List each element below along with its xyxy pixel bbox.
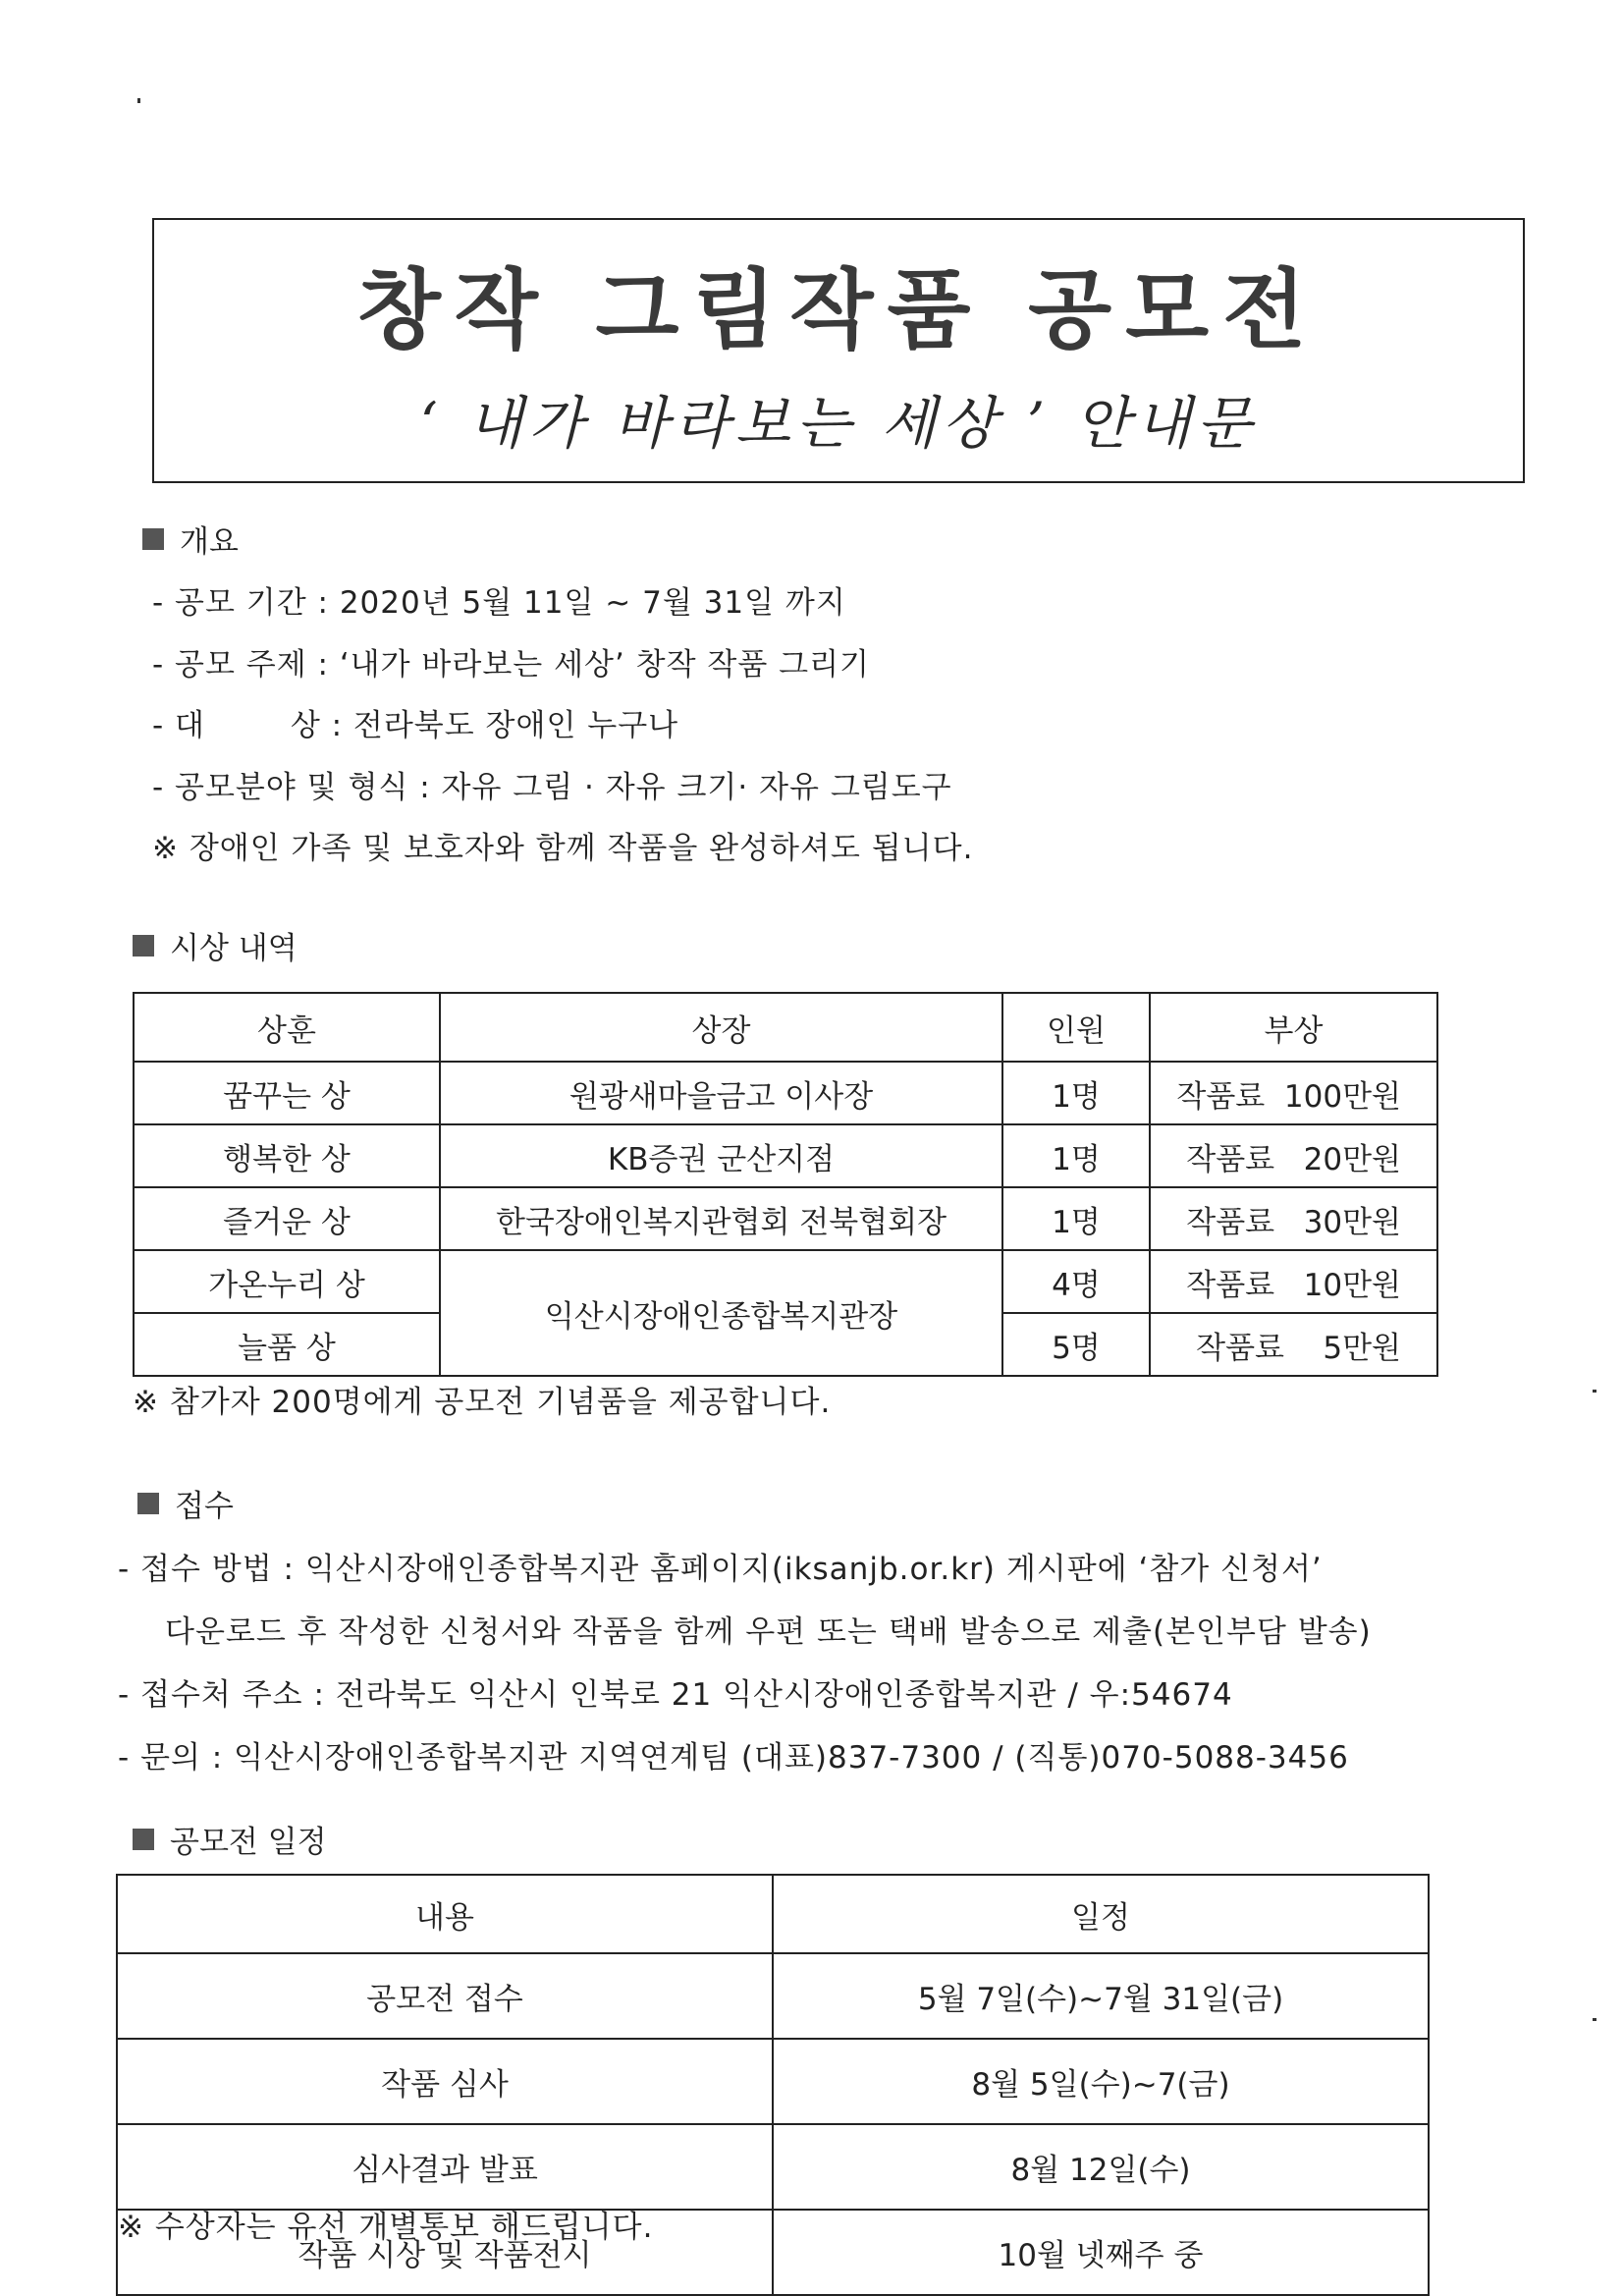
schedule-item: 공모전 접수: [117, 1953, 773, 2039]
overview-target: - 대 상 : 전라북도 장애인 누구나: [152, 708, 679, 743]
award-name: 꿈꾸는 상: [134, 1062, 440, 1124]
header-cell: 부상: [1150, 993, 1437, 1062]
award-giver: 한국장애인복지관협회 전북협회장: [440, 1187, 1002, 1250]
reception-contact: - 문의 : 익산시장애인종합복지관 지역연계팀 (대표)837-7300 / (직통)070-5088-3456: [118, 1740, 1349, 1776]
scan-speck: [1593, 2018, 1596, 2021]
reception-method-detail: 다운로드 후 작성한 신청서와 작품을 함께 우편 또는 택배 발송으로 제출(본인부담 발송): [165, 1614, 1372, 1650]
award-name: 즐거운 상: [134, 1187, 440, 1250]
section-heading-text: 개요: [180, 524, 239, 560]
table-row: [117, 2124, 1429, 2210]
document-title: 창작 그림작품 공모전: [356, 259, 1321, 360]
overview-period: - 공모 기간 : 2020년 5월 11일 ~ 7월 31일 까지: [152, 585, 846, 621]
reception-method: - 접수 방법 : 익산시장애인종합복지관 홈페이지(iksanjb.or.kr) 게시판에 ‘참가 신청서’: [118, 1552, 1323, 1587]
section-heading-text: 시상 내역: [170, 931, 298, 966]
table-row: [117, 2039, 1429, 2124]
table-row: [134, 1124, 1437, 1187]
scan-speck: [1593, 1390, 1596, 1393]
table-row: [134, 1187, 1437, 1250]
award-name: 늘품 상: [134, 1313, 440, 1376]
award-giver: 익산시장애인종합복지관장: [440, 1250, 1002, 1376]
award-count: 5명: [1002, 1313, 1150, 1376]
header-cell: 인원: [1002, 993, 1150, 1062]
header-cell: 상훈: [134, 993, 440, 1062]
schedule-date: 5월 7일(수)~7월 31일(금): [773, 1953, 1429, 2039]
section-overview-heading: [142, 517, 239, 561]
schedule-item: 심사결과 발표: [117, 2124, 773, 2210]
section-heading-text: 접수: [175, 1489, 234, 1524]
award-count: 4명: [1002, 1250, 1150, 1313]
section-heading-text: 공모전 일정: [170, 1825, 327, 1860]
square-bullet-icon: [133, 1829, 154, 1850]
section-awards-heading: [133, 923, 298, 967]
award-reward: 작품료 20만원: [1150, 1124, 1437, 1187]
overview-note: ※ 장애인 가족 및 보호자와 함께 작품을 완성하셔도 됩니다.: [152, 831, 974, 866]
scan-speck: [137, 98, 140, 103]
overview-theme: - 공모 주제 : ‘내가 바라보는 세상’ 창작 작품 그리기: [152, 647, 870, 683]
award-count: 1명: [1002, 1187, 1150, 1250]
square-bullet-icon: [137, 1493, 159, 1514]
award-reward: 작품료 5만원: [1150, 1313, 1437, 1376]
title-box: [152, 218, 1525, 483]
award-count: 1명: [1002, 1062, 1150, 1124]
award-giver: 원광새마을금고 이사장: [440, 1062, 1002, 1124]
award-reward: 작품료 10만원: [1150, 1250, 1437, 1313]
award-name: 행복한 상: [134, 1124, 440, 1187]
table-header-row: [134, 993, 1437, 1062]
table-header-row: [117, 1875, 1429, 1953]
header-cell: 내용: [117, 1875, 773, 1953]
reception-address: - 접수처 주소 : 전라북도 익산시 인북로 21 익산시장애인종합복지관 / 우:54674: [118, 1677, 1233, 1713]
award-count: 1명: [1002, 1124, 1150, 1187]
header-cell: 일정: [773, 1875, 1429, 1953]
square-bullet-icon: [142, 528, 164, 550]
award-giver: KB증권 군산지점: [440, 1124, 1002, 1187]
awards-note: ※ 참가자 200명에게 공모전 기념품을 제공합니다.: [133, 1385, 832, 1420]
schedule-date: 8월 5일(수)~7(금): [773, 2039, 1429, 2124]
schedule-date: 8월 12일(수): [773, 2124, 1429, 2210]
square-bullet-icon: [133, 935, 154, 957]
awards-table: [133, 992, 1438, 1377]
overview-format: - 공모분야 및 형식 : 자유 그림 · 자유 크기· 자유 그림도구: [152, 770, 952, 805]
table-row: [134, 1062, 1437, 1124]
award-reward: 작품료 30만원: [1150, 1187, 1437, 1250]
schedule-date: 10월 넷째주 중: [773, 2210, 1429, 2295]
document-subtitle: ‘ 내가 바라보는 세상 ’ 안내문: [419, 390, 1258, 457]
section-reception-heading: [137, 1481, 234, 1525]
award-name: 가온누리 상: [134, 1250, 440, 1313]
schedule-note: ※ 수상자는 유선 개별통보 해드립니다.: [118, 2210, 654, 2245]
table-row: [134, 1250, 1437, 1313]
schedule-item: 작품 심사: [117, 2039, 773, 2124]
table-row: [117, 1953, 1429, 2039]
award-reward: 작품료 100만원: [1150, 1062, 1437, 1124]
section-schedule-heading: [133, 1817, 327, 1861]
header-cell: 상장: [440, 993, 1002, 1062]
schedule-item: 작품 시상 및 작품전시: [117, 2210, 773, 2295]
